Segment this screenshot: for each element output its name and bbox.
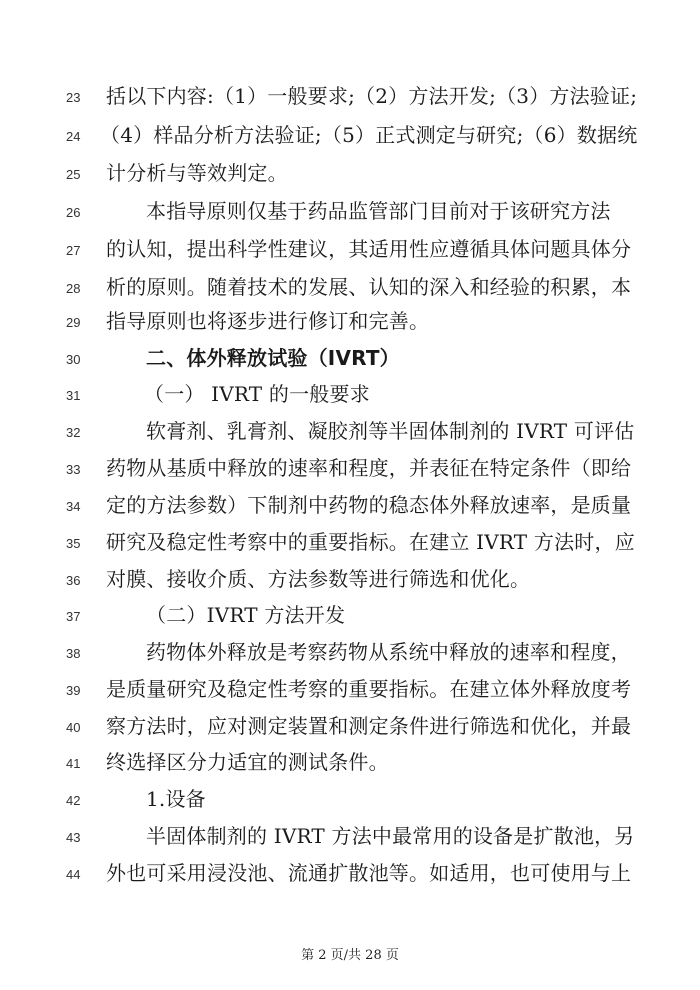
line-text: 终选择区分力适宜的测试条件。 [106, 750, 389, 774]
line-number: 41 [66, 756, 81, 771]
line-number: 28 [66, 281, 81, 296]
line-text: 指导原则也将逐步进行修订和完善。 [106, 309, 430, 333]
text-line [0, 855, 700, 895]
line-number: 32 [66, 425, 81, 440]
line-text: 外也可采用浸没池、流通扩散池等。如适用，也可使用与上 [106, 861, 632, 885]
text-line [0, 487, 700, 527]
subsection-heading: 1.设备 [146, 787, 206, 811]
line-number: 27 [66, 243, 81, 258]
line-number: 31 [66, 388, 81, 403]
line-number: 37 [66, 609, 81, 624]
text-line [0, 117, 700, 157]
text-line [0, 634, 700, 674]
text-line [0, 450, 700, 490]
text-line [0, 781, 700, 821]
line-text: 析的原则。随着技术的发展、认知的深入和经验的积累，本 [106, 275, 632, 299]
subsection-heading: （一） IVRT 的一般要求 [144, 382, 370, 406]
text-line [0, 78, 700, 118]
line-text: 对膜、接收介质、方法参数等进行筛选和优化。 [106, 567, 531, 591]
line-text: 本指导原则仅基于药品监管部门目前对于该研究方法 [146, 199, 611, 223]
line-number: 29 [66, 315, 81, 330]
line-number: 24 [66, 129, 81, 144]
line-text: 软膏剂、乳膏剂、凝胶剂等半固体制剂的 IVRT 可评估 [146, 419, 635, 443]
line-number: 35 [66, 536, 81, 551]
line-number: 42 [66, 793, 81, 808]
line-number: 23 [66, 90, 81, 105]
text-line [0, 818, 700, 858]
line-number: 33 [66, 462, 81, 477]
line-number: 38 [66, 646, 81, 661]
line-number: 25 [66, 167, 81, 182]
line-text: 括以下内容:（1）一般要求;（2）方法开发;（3）方法验证; [106, 84, 638, 108]
line-number: 36 [66, 573, 81, 588]
page-footer: 第 2 页/共 28 页 [301, 948, 399, 963]
line-number: 40 [66, 720, 81, 735]
text-line [0, 155, 700, 195]
line-number: 30 [66, 352, 81, 367]
text-line [0, 231, 700, 271]
line-text: 半固体制剂的 IVRT 方法中最常用的设备是扩散池，另 [146, 824, 635, 848]
line-text: （4）样品分析方法验证;（5）正式测定与研究;（6）数据统 [100, 123, 638, 147]
text-line [0, 561, 700, 601]
text-line [0, 413, 700, 453]
line-text: 定的方法参数）下制剂中药物的稳态体外释放速率，是质量 [106, 493, 632, 517]
line-text: 察方法时，应对测定装置和测定条件进行筛选和优化，并最 [106, 714, 632, 738]
text-line [0, 597, 700, 637]
line-number: 26 [66, 205, 81, 220]
text-line [0, 524, 700, 564]
line-text: 是质量研究及稳定性考察的重要指标。在建立体外释放度考 [106, 677, 632, 701]
line-number: 34 [66, 499, 81, 514]
line-text: 研究及稳定性考察中的重要指标。在建立 IVRT 方法时，应 [106, 530, 635, 554]
section-heading: 二、体外释放试验（IVRT） [146, 346, 400, 370]
line-number: 43 [66, 830, 81, 845]
line-text: 的认知，提出科学性建议，其适用性应遵循具体问题具体分 [106, 237, 632, 261]
subsection-heading: （二）IVRT 方法开发 [146, 603, 346, 627]
text-line [0, 376, 700, 416]
line-number: 39 [66, 683, 81, 698]
text-line [0, 708, 700, 748]
line-number: 44 [66, 867, 81, 882]
text-line [0, 340, 700, 380]
line-text: 计分析与等效判定。 [106, 161, 288, 185]
line-text: 药物体外释放是考察药物从系统中释放的速率和程度， [146, 640, 631, 664]
text-line [0, 193, 700, 233]
line-text: 药物从基质中释放的速率和程度，并表征在特定条件（即给 [106, 456, 632, 480]
text-line [0, 671, 700, 711]
text-line [0, 744, 700, 784]
text-line [0, 303, 700, 343]
